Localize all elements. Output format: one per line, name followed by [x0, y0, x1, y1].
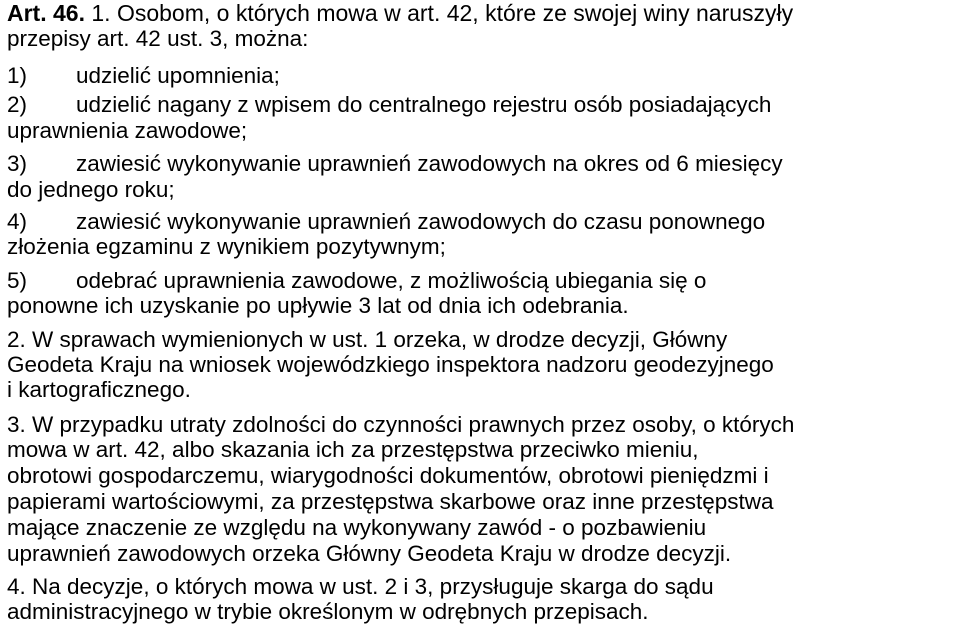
para2-line1: 2. W sprawach wymienionych w ust. 1 orzeka, w drodze decyzji, Główny	[7, 327, 728, 352]
list-item-4-continuation: złożenia egzaminu z wynikiem pozytywnym;	[7, 234, 446, 259]
para3-line3: obrotowi gospodarczemu, wiarygodności dokumentów, obrotowi pieniędzmi i	[7, 463, 769, 488]
para2-line2: Geodeta Kraju na wniosek wojewódzkiego inspektora nadzoru geodezyjnego	[7, 352, 774, 377]
list-item-4	[7, 209, 765, 235]
para2-line3: i kartograficznego.	[7, 377, 191, 402]
para3-line4: papierami wartościowymi, za przestępstwa skarbowe oraz inne przestępstwa	[7, 489, 774, 514]
para3-line2: mowa w art. 42, albo skazania ich za przestępstwa przeciwko mieniu,	[7, 437, 699, 462]
para1-intro-line2: przepisy art. 42 ust. 3, można:	[7, 26, 309, 51]
list-item-number: 1)	[7, 63, 28, 88]
list-item-5-continuation: ponowne ich uzyskanie po upływie 3 lat od dnia ich odebrania.	[7, 293, 629, 318]
list-item-3-continuation: do jednego roku;	[7, 177, 175, 202]
list-item-5	[7, 268, 706, 294]
list-item-text: odebrać uprawnienia zawodowe, z możliwością ubiegania się o	[76, 268, 707, 293]
article-label: Art. 46.	[7, 0, 85, 26]
list-item-2-continuation: uprawnienia zawodowe;	[7, 118, 248, 143]
list-item-number: 5)	[7, 268, 28, 293]
list-item-text: udzielić upomnienia;	[76, 63, 280, 88]
para4-line1: 4. Na decyzje, o których mowa w ust. 2 i 3, przysługuje skarga do sądu	[7, 574, 714, 599]
list-item-text: udzielić nagany z wpisem do centralnego rejestru osób posiadających	[76, 92, 772, 117]
list-item-3	[7, 151, 783, 177]
para3-line5: mające znaczenie ze względu na wykonywany zawód - o pozbawieniu	[7, 515, 707, 540]
para4-line2: administracyjnego w trybie określonym w odrębnych przepisach.	[7, 599, 649, 624]
list-item-number: 3)	[7, 151, 28, 176]
list-item-text: zawiesić wykonywanie uprawnień zawodowych na okres od 6 miesięcy	[76, 151, 783, 176]
list-item-1	[7, 63, 280, 89]
para3-line1: 3. W przypadku utraty zdolności do czynności prawnych przez osoby, o których	[7, 412, 795, 437]
para3-line6: uprawnień zawodowych orzeka Główny Geodeta Kraju w drodze decyzji.	[7, 541, 732, 566]
para1-intro-line1: 1. Osobom, o których mowa w art. 42, które ze swojej winy naruszyły	[91, 0, 794, 26]
article-heading-line	[7, 0, 793, 26]
list-item-number: 2)	[7, 92, 28, 117]
list-item-2	[7, 92, 771, 118]
list-item-text: zawiesić wykonywanie uprawnień zawodowych do czasu ponownego	[76, 209, 766, 234]
list-item-number: 4)	[7, 209, 28, 234]
